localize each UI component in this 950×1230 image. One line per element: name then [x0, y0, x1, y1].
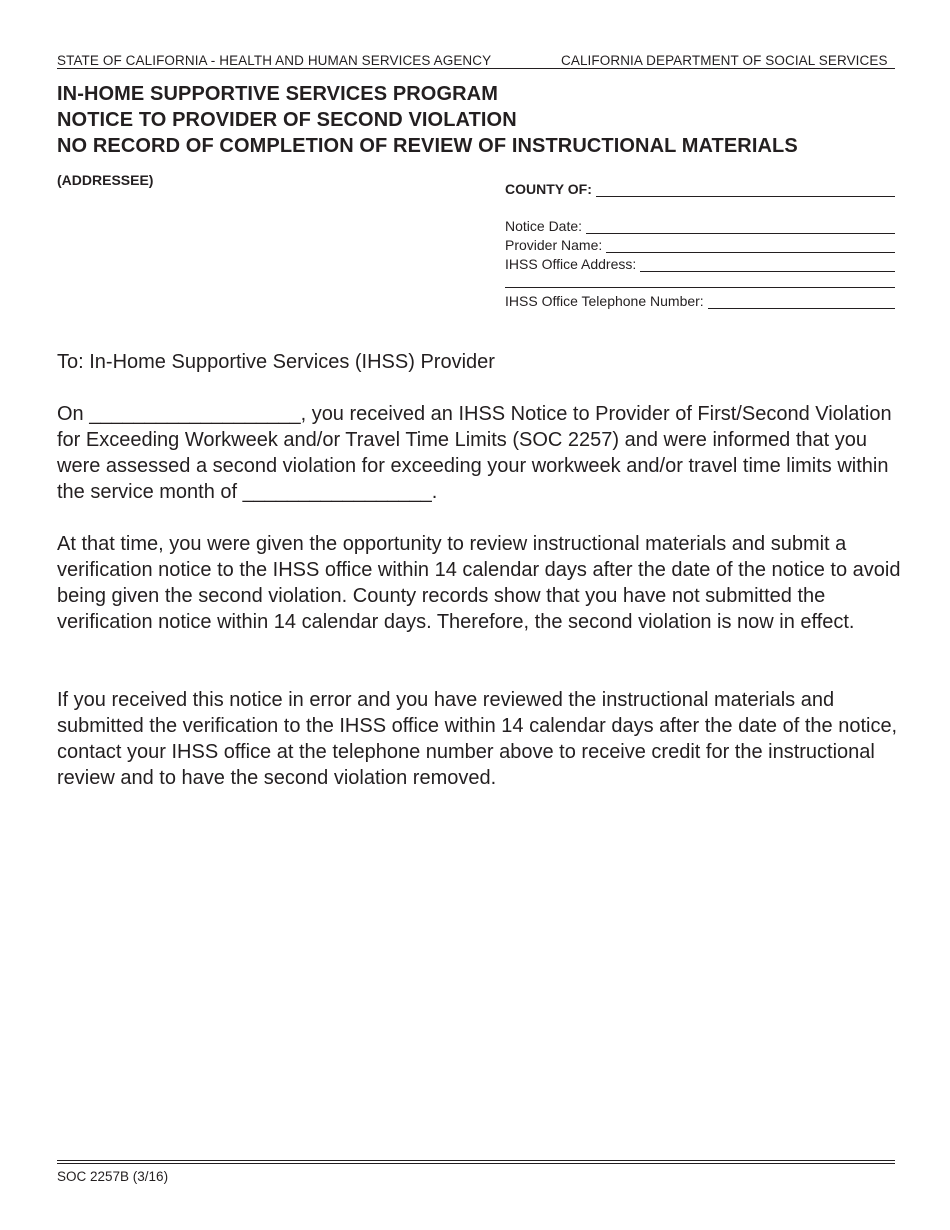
office-address-label: IHSS Office Address: — [505, 256, 637, 272]
paragraph-violation-notice: On ___________________, you received an IHSS Notice to Provider of First/Second Violation for Exceeding Workweek and/or Travel Time Limits (SOC 2257) and were informed that you were assessed a second violation for exceeding your workweek and/or travel time limits within the service month of _________________. — [57, 403, 892, 503]
department-header: CALIFORNIA DEPARTMENT OF SOCIAL SERVICES — [561, 53, 888, 68]
notice-date-input-line[interactable] — [586, 219, 895, 234]
office-phone-field — [505, 293, 895, 309]
notice-subtitle: NO RECORD OF COMPLETION OF REVIEW OF INSTRUCTIONAL MATERIALS — [57, 135, 798, 157]
provider-name-label: Provider Name: — [505, 237, 603, 253]
office-address-field — [505, 256, 895, 272]
agency-header: STATE OF CALIFORNIA - HEALTH AND HUMAN SERVICES AGENCY — [57, 53, 492, 68]
addressee-label: (ADDRESSEE) — [57, 172, 154, 188]
provider-name-input-line[interactable] — [606, 238, 895, 253]
county-input-line[interactable] — [596, 182, 895, 197]
office-address-input-line[interactable] — [640, 257, 895, 272]
paragraph-error-contact: If you received this notice in error and you have reviewed the instructional materials and submitted the verification to the IHSS office within 14 calendar days after the date of the notice, contact your IHSS office at the telephone number above to receive credit for the instructional review and to have the second violation removed. — [57, 689, 898, 789]
footer-divider — [57, 1160, 895, 1161]
office-phone-label: IHSS Office Telephone Number: — [505, 293, 704, 309]
office-phone-input-line[interactable] — [708, 294, 895, 309]
salutation: To: In-Home Supportive Services (IHSS) Provider — [57, 351, 495, 373]
form-id: SOC 2257B (3/16) — [57, 1169, 169, 1184]
program-title: IN-HOME SUPPORTIVE SERVICES PROGRAM — [57, 83, 498, 105]
notice-title: NOTICE TO PROVIDER OF SECOND VIOLATION — [57, 109, 517, 131]
header-divider — [57, 68, 895, 69]
notice-date-field — [505, 218, 895, 234]
provider-name-field — [505, 237, 895, 253]
county-field — [505, 181, 895, 197]
notice-date-label: Notice Date: — [505, 218, 583, 234]
paragraph-verification: At that time, you were given the opportunity to review instructional materials and submit a verification notice to the IHSS office within 14 calendar days after the date of the notice to avoid being given the second violation. County records show that you have not submitted the verification notice within 14 calendar days. Therefore, the second violation is now in effect. — [57, 533, 901, 633]
county-label: COUNTY OF: — [505, 181, 592, 197]
footer-divider-double — [57, 1163, 895, 1164]
office-address-continuation-line[interactable] — [505, 287, 895, 288]
